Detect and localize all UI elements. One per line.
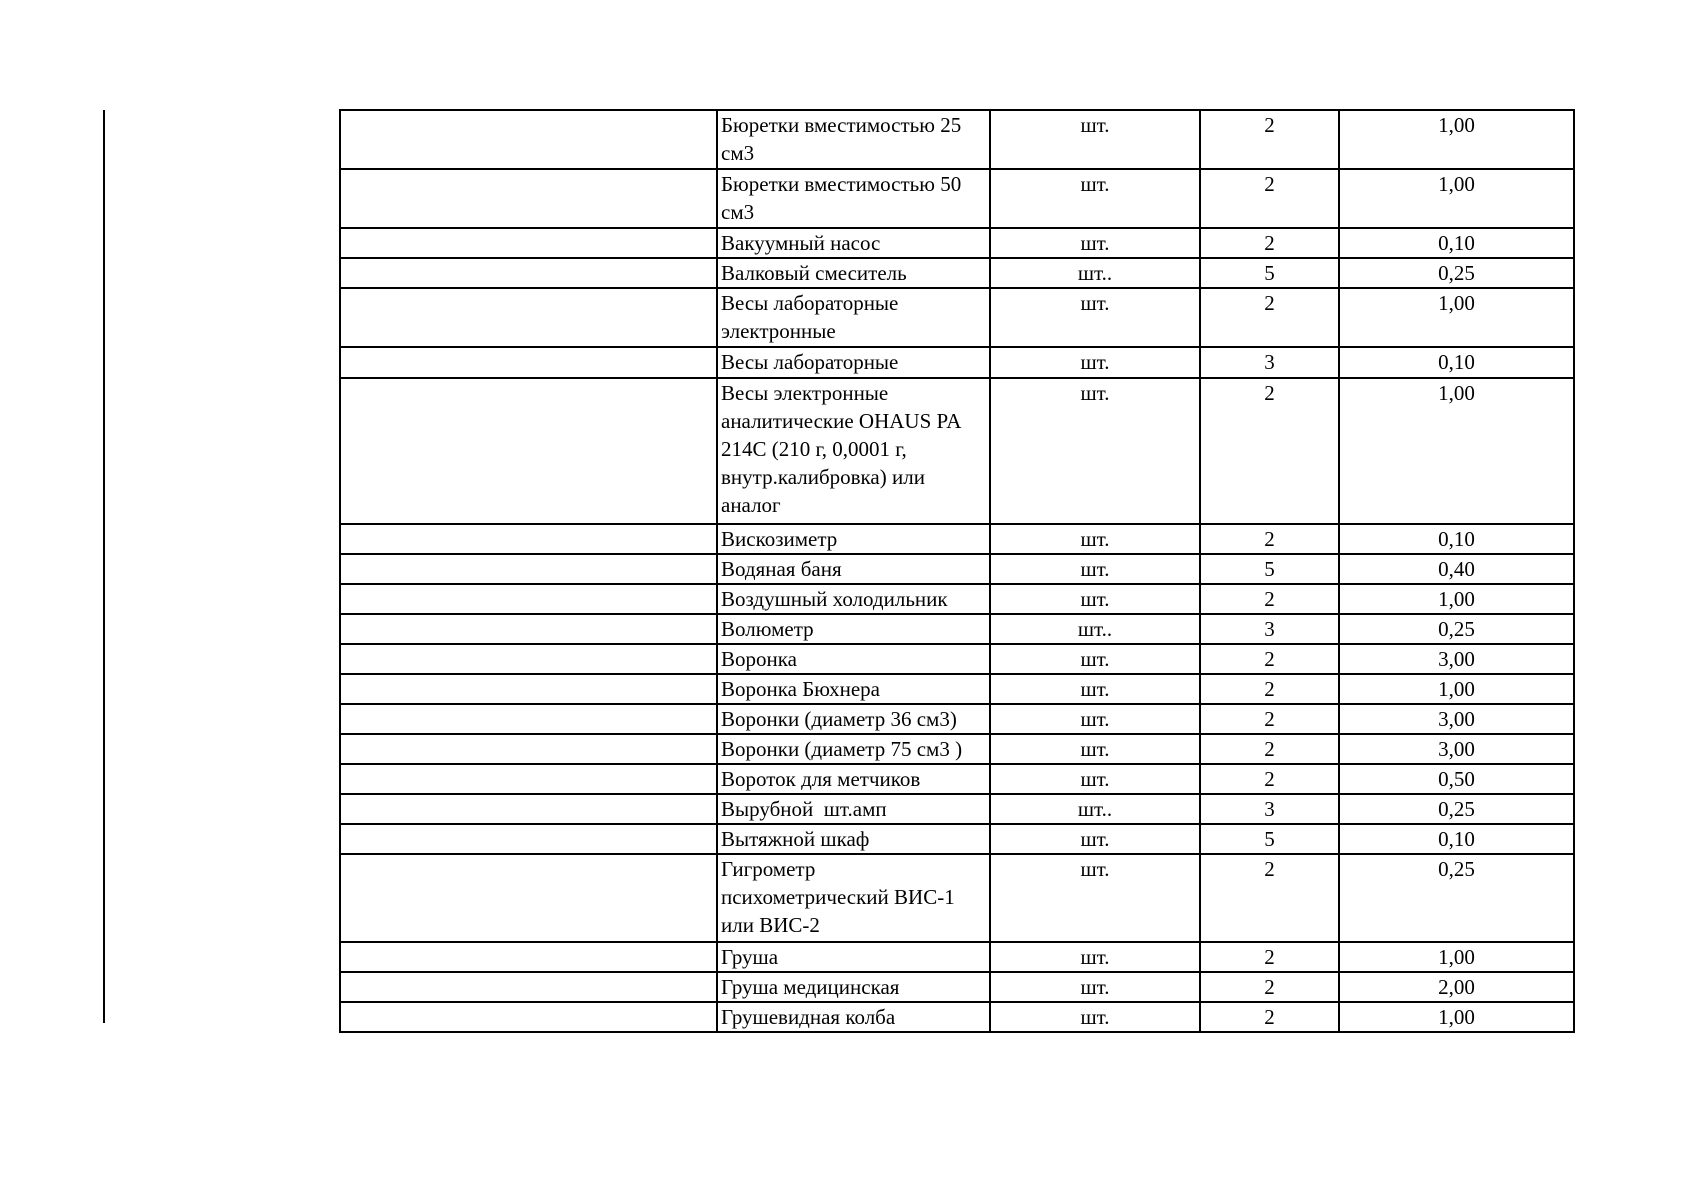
table-row [340, 584, 1574, 614]
table-row [340, 288, 1574, 347]
quantity-cell: 2 [1200, 704, 1339, 734]
coefficient-cell: 0,25 [1339, 258, 1574, 288]
item-name-cell: Грушевидная колба [717, 1002, 990, 1032]
item-name-cell: Весы лабораторные [717, 347, 990, 378]
unit-cell: шт. [990, 554, 1200, 584]
empty-cell [340, 554, 717, 584]
item-name-cell: Валковый смеситель [717, 258, 990, 288]
quantity-cell: 2 [1200, 764, 1339, 794]
coefficient-cell: 0,10 [1339, 228, 1574, 258]
table-row [340, 110, 1574, 169]
coefficient-cell: 1,00 [1339, 942, 1574, 972]
unit-cell: шт. [990, 972, 1200, 1002]
item-name-cell: Вороток для метчиков [717, 764, 990, 794]
empty-cell [340, 972, 717, 1002]
coefficient-cell: 0,40 [1339, 554, 1574, 584]
empty-cell [340, 764, 717, 794]
coefficient-cell: 2,00 [1339, 972, 1574, 1002]
unit-cell: шт. [990, 734, 1200, 764]
table-row [340, 704, 1574, 734]
empty-cell [340, 1002, 717, 1032]
coefficient-cell: 3,00 [1339, 734, 1574, 764]
table-row [340, 764, 1574, 794]
unit-cell: шт. [990, 169, 1200, 228]
item-name-cell: Груша [717, 942, 990, 972]
table-row [340, 614, 1574, 644]
item-name-cell: Воронка [717, 644, 990, 674]
coefficient-cell: 0,10 [1339, 524, 1574, 554]
item-name-cell: Волюметр [717, 614, 990, 644]
quantity-cell: 2 [1200, 734, 1339, 764]
coefficient-cell: 0,10 [1339, 824, 1574, 854]
item-name-cell: Гигрометр психометрический ВИС-1 или ВИС-2 [717, 854, 990, 942]
unit-cell: шт. [990, 764, 1200, 794]
empty-cell [340, 584, 717, 614]
equipment-table [339, 109, 1575, 1033]
quantity-cell: 2 [1200, 169, 1339, 228]
left-margin-line [103, 110, 105, 1023]
quantity-cell: 2 [1200, 524, 1339, 554]
quantity-cell: 2 [1200, 110, 1339, 169]
unit-cell: шт.. [990, 614, 1200, 644]
item-name-cell: Бюретки вместимостью 50 см3 [717, 169, 990, 228]
unit-cell: шт. [990, 1002, 1200, 1032]
item-name-cell: Воронки (диаметр 36 см3) [717, 704, 990, 734]
coefficient-cell: 1,00 [1339, 169, 1574, 228]
unit-cell: шт. [990, 347, 1200, 378]
empty-cell [340, 110, 717, 169]
table-row [340, 524, 1574, 554]
item-name-cell: Вырубной шт.амп [717, 794, 990, 824]
item-name-cell: Воронки (диаметр 75 см3 ) [717, 734, 990, 764]
quantity-cell: 2 [1200, 942, 1339, 972]
empty-cell [340, 169, 717, 228]
empty-cell [340, 854, 717, 942]
table-row [340, 854, 1574, 942]
item-name-cell: Груша медицинская [717, 972, 990, 1002]
coefficient-cell: 0,10 [1339, 347, 1574, 378]
item-name-cell: Весы электронные аналитические OHAUS PA 214C (210 г, 0,0001 г, внутр.калибровка) или аналог [717, 378, 990, 524]
table-row [340, 644, 1574, 674]
coefficient-cell: 3,00 [1339, 704, 1574, 734]
empty-cell [340, 378, 717, 524]
coefficient-cell: 3,00 [1339, 644, 1574, 674]
quantity-cell: 2 [1200, 584, 1339, 614]
table-row [340, 824, 1574, 854]
quantity-cell: 5 [1200, 824, 1339, 854]
empty-cell [340, 347, 717, 378]
quantity-cell: 2 [1200, 378, 1339, 524]
empty-cell [340, 942, 717, 972]
unit-cell: шт. [990, 854, 1200, 942]
unit-cell: шт.. [990, 794, 1200, 824]
unit-cell: шт. [990, 674, 1200, 704]
quantity-cell: 3 [1200, 614, 1339, 644]
quantity-cell: 5 [1200, 554, 1339, 584]
coefficient-cell: 1,00 [1339, 1002, 1574, 1032]
equipment-table-body [340, 110, 1574, 1032]
unit-cell: шт. [990, 942, 1200, 972]
empty-cell [340, 734, 717, 764]
table-row [340, 794, 1574, 824]
unit-cell: шт.. [990, 258, 1200, 288]
unit-cell: шт. [990, 824, 1200, 854]
unit-cell: шт. [990, 704, 1200, 734]
coefficient-cell: 1,00 [1339, 288, 1574, 347]
coefficient-cell: 0,25 [1339, 854, 1574, 942]
coefficient-cell: 1,00 [1339, 674, 1574, 704]
coefficient-cell: 0,50 [1339, 764, 1574, 794]
table-row [340, 972, 1574, 1002]
table-row [340, 942, 1574, 972]
item-name-cell: Воздушный холодильник [717, 584, 990, 614]
item-name-cell: Водяная баня [717, 554, 990, 584]
empty-cell [340, 674, 717, 704]
item-name-cell: Вытяжной шкаф [717, 824, 990, 854]
quantity-cell: 3 [1200, 794, 1339, 824]
table-row [340, 378, 1574, 524]
empty-cell [340, 258, 717, 288]
quantity-cell: 2 [1200, 674, 1339, 704]
quantity-cell: 2 [1200, 854, 1339, 942]
table-row [340, 554, 1574, 584]
coefficient-cell: 0,25 [1339, 794, 1574, 824]
empty-cell [340, 228, 717, 258]
coefficient-cell: 1,00 [1339, 378, 1574, 524]
empty-cell [340, 644, 717, 674]
table-row [340, 228, 1574, 258]
item-name-cell: Воронка Бюхнера [717, 674, 990, 704]
table-row [340, 734, 1574, 764]
quantity-cell: 2 [1200, 644, 1339, 674]
item-name-cell: Весы лабораторные электронные [717, 288, 990, 347]
quantity-cell: 2 [1200, 228, 1339, 258]
empty-cell [340, 704, 717, 734]
unit-cell: шт. [990, 110, 1200, 169]
unit-cell: шт. [990, 228, 1200, 258]
item-name-cell: Вискозиметр [717, 524, 990, 554]
empty-cell [340, 824, 717, 854]
coefficient-cell: 1,00 [1339, 110, 1574, 169]
empty-cell [340, 614, 717, 644]
unit-cell: шт. [990, 288, 1200, 347]
coefficient-cell: 0,25 [1339, 614, 1574, 644]
quantity-cell: 2 [1200, 972, 1339, 1002]
quantity-cell: 5 [1200, 258, 1339, 288]
quantity-cell: 3 [1200, 347, 1339, 378]
quantity-cell: 2 [1200, 1002, 1339, 1032]
table-row [340, 258, 1574, 288]
empty-cell [340, 288, 717, 347]
table-row [340, 1002, 1574, 1032]
item-name-cell: Бюретки вместимостью 25 см3 [717, 110, 990, 169]
table-row [340, 169, 1574, 228]
unit-cell: шт. [990, 378, 1200, 524]
table-row [340, 674, 1574, 704]
coefficient-cell: 1,00 [1339, 584, 1574, 614]
table-row [340, 347, 1574, 378]
empty-cell [340, 794, 717, 824]
unit-cell: шт. [990, 644, 1200, 674]
unit-cell: шт. [990, 584, 1200, 614]
empty-cell [340, 524, 717, 554]
item-name-cell: Вакуумный насос [717, 228, 990, 258]
unit-cell: шт. [990, 524, 1200, 554]
quantity-cell: 2 [1200, 288, 1339, 347]
